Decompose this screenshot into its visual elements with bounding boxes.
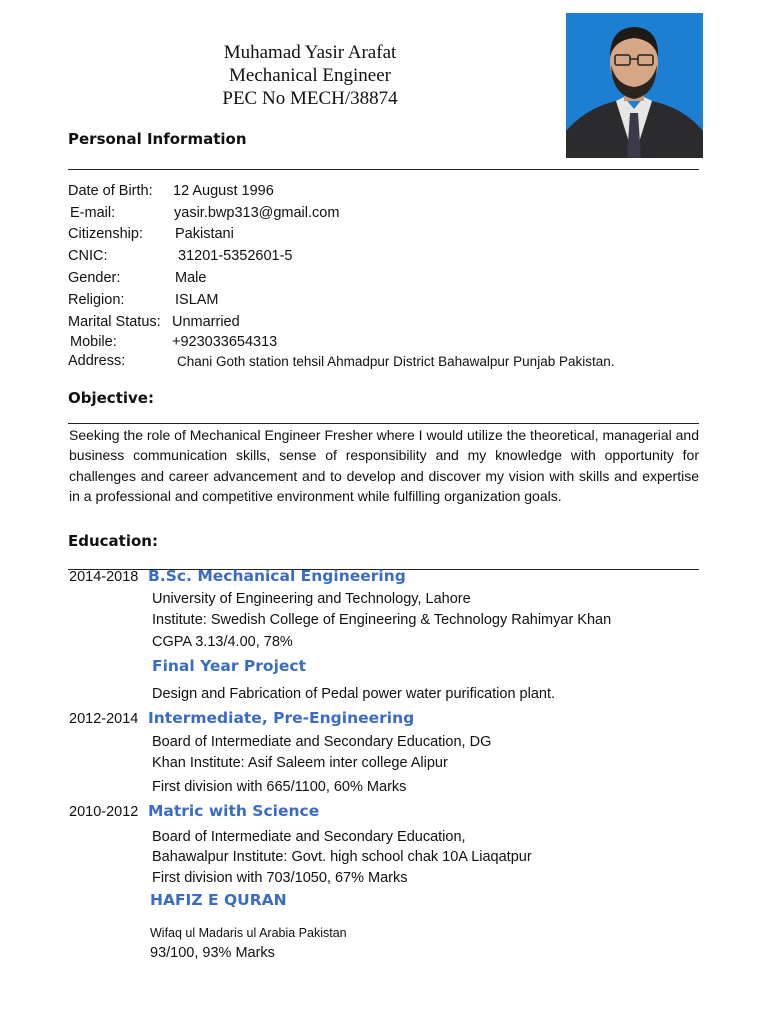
bsc-degree: B.Sc. Mechanical Engineering: [148, 567, 406, 585]
education-heading: Education:: [68, 532, 158, 550]
inter-line-3: First division with 665/1100, 60% Marks: [152, 779, 407, 795]
email-label: E-mail:: [70, 205, 116, 221]
candidate-name: Muhamad Yasir Arafat: [223, 42, 397, 63]
bsc-years: 2014-2018: [69, 569, 139, 585]
objective-divider: [68, 423, 699, 424]
address-label: Address:: [68, 353, 126, 369]
pec-number: PEC No MECH/38874: [222, 88, 398, 109]
address-value: Chani Goth station tehsil Ahmadpur District Bahawalpur Punjab Pakistan.: [177, 354, 615, 369]
matric-line-3: First division with 703/1050, 67% Marks: [152, 870, 408, 886]
profile-photo: [566, 13, 703, 158]
candidate-title: Mechanical Engineer: [229, 65, 391, 86]
matric-line-1: Board of Intermediate and Secondary Education,: [152, 829, 466, 845]
hafiz-board: Wifaq ul Madaris ul Arabia Pakistan: [150, 926, 347, 940]
religion-value: ISLAM: [175, 292, 219, 308]
marital-label: Marital Status:: [68, 314, 161, 330]
inter-line-2: Khan Institute: Asif Saleem inter college Alipur: [152, 755, 448, 771]
objective-heading: Objective:: [68, 389, 154, 407]
fyp-desc: Design and Fabrication of Pedal power water purification plant.: [152, 686, 556, 702]
mobile-label: Mobile:: [70, 334, 117, 350]
email-value: yasir.bwp313@gmail.com: [174, 205, 340, 221]
dob-value: 12 August 1996: [173, 183, 274, 199]
matric-degree: Matric with Science: [148, 802, 320, 820]
cnic-value: 31201-5352601-5: [178, 248, 293, 264]
gender-value: Male: [175, 270, 207, 286]
matric-years: 2010-2012: [69, 804, 139, 820]
bsc-line-2: Institute: Swedish College of Engineering & Technology Rahimyar Khan: [152, 612, 612, 628]
citizenship-value: Pakistani: [175, 226, 234, 242]
objective-text: Seeking the role of Mechanical Engineer Fresher where I would utilize the theoretical, managerial and business communication skills, sense of responsibility and my knowledge with opportunity for challenges and career advancement and to develop and discover my vision with skills and expertise in a professional and competitive environment while fulfilling organization goals.: [69, 427, 699, 504]
cnic-label: CNIC:: [68, 248, 108, 264]
personal-divider: [68, 169, 699, 170]
inter-line-1: Board of Intermediate and Secondary Education, DG: [152, 734, 492, 750]
inter-years: 2012-2014: [69, 711, 139, 727]
mobile-value: +923033654313: [172, 334, 278, 350]
inter-degree: Intermediate, Pre-Engineering: [148, 709, 415, 727]
hafiz-marks: 93/100, 93% Marks: [150, 945, 275, 961]
dob-label: Date of Birth:: [68, 183, 153, 199]
religion-label: Religion:: [68, 292, 125, 308]
citizenship-label: Citizenship:: [68, 226, 143, 242]
personal-info-heading: Personal Information: [68, 130, 247, 148]
fyp-title: Final Year Project: [152, 657, 306, 675]
matric-line-2: Bahawalpur Institute: Govt. high school chak 10A Liaqatpur: [152, 849, 532, 865]
hafiz-title: HAFIZ E QURAN: [150, 891, 287, 909]
bsc-line-3: CGPA 3.13/4.00, 78%: [152, 634, 293, 650]
marital-value: Unmarried: [172, 314, 240, 330]
gender-label: Gender:: [68, 270, 121, 286]
bsc-line-1: University of Engineering and Technology, Lahore: [152, 591, 471, 607]
